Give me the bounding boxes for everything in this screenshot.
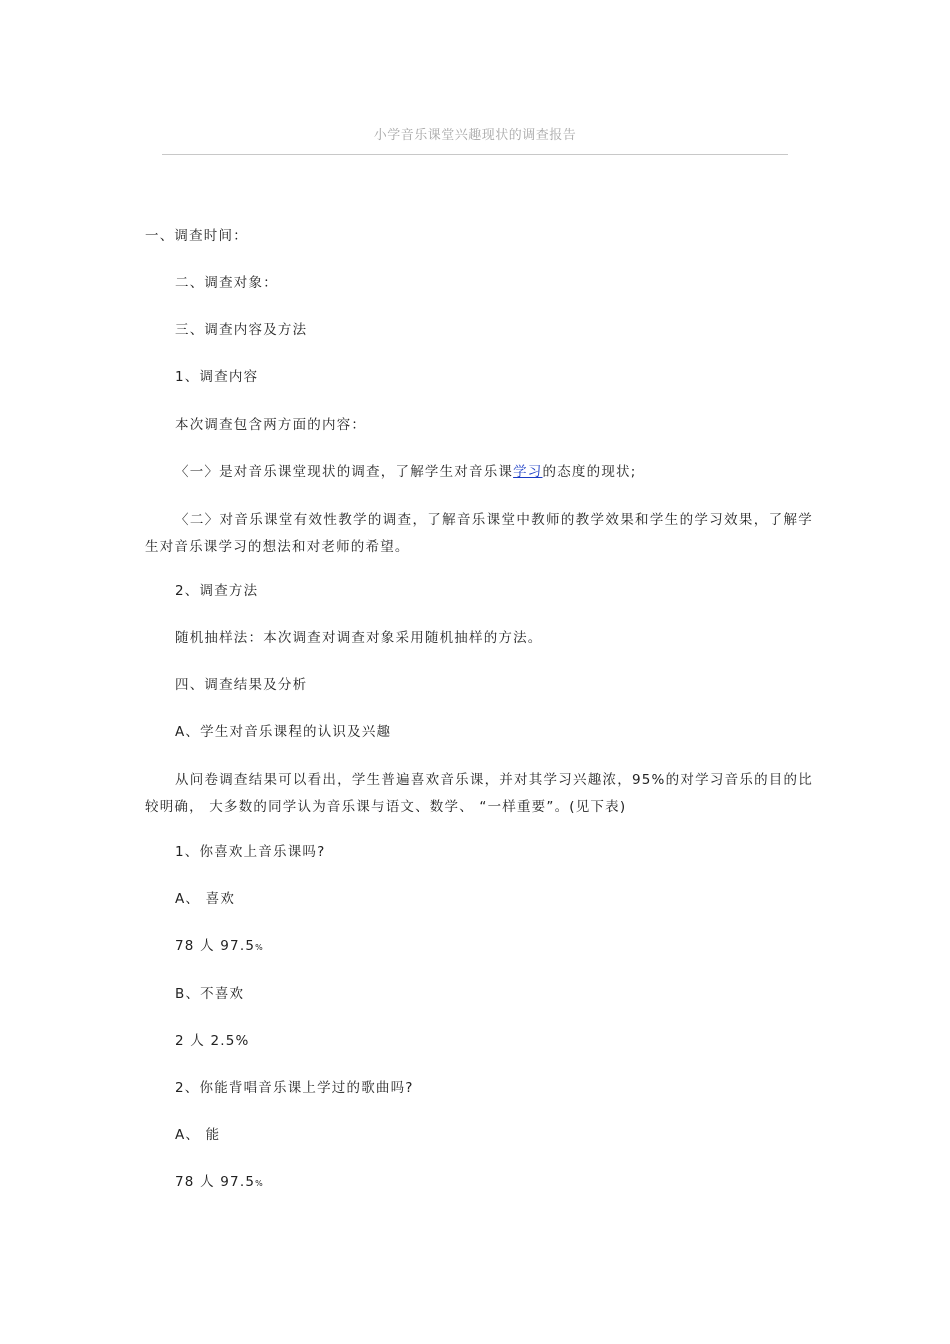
document-header-title: 小学音乐课堂兴趣现状的调查报告 — [373, 128, 577, 143]
question-1-option-b: B、不喜欢 — [175, 986, 245, 1002]
question-1-option-b-result: 2 人 2.5% — [175, 1033, 250, 1049]
question-2-option-a-result — [175, 1169, 263, 1197]
survey-content-method-heading: 三、调查内容及方法 — [175, 322, 308, 338]
study-link[interactable]: 学习 — [513, 464, 543, 480]
content-item-1-text-before: 〈一〉是对音乐课堂现状的调查，了解学生对音乐课 — [175, 464, 514, 480]
question-2-option-a-count: 78 人 97.5 — [175, 1174, 256, 1190]
method-subheading: 2、调查方法 — [175, 583, 259, 599]
results-heading: 四、调查结果及分析 — [175, 677, 308, 693]
survey-time-line: 一、调查时间： — [145, 228, 248, 244]
question-1-option-a: A、 喜欢 — [175, 891, 236, 907]
question-1: 1、你喜欢上音乐课吗? — [175, 844, 326, 860]
content-item-2-paragraph: 〈二〉对音乐课堂有效性教学的调查，了解音乐课堂中教师的教学效果和学生的学习效果，了解学生对音乐课学习的想法和对老师的希望。 — [145, 512, 813, 555]
question-2: 2、你能背唱音乐课上学过的歌曲吗? — [175, 1080, 414, 1096]
question-2-option-a: A、 能 — [175, 1127, 221, 1143]
content-item-1 — [175, 459, 636, 486]
question-2-option-a-percent-sign: % — [255, 1179, 263, 1188]
content-item-1-text-after: 的态度的现状; — [542, 464, 637, 480]
content-intro-line: 本次调查包含两方面的内容： — [175, 417, 367, 433]
question-1-option-a-percent-sign: % — [255, 943, 263, 952]
results-paragraph: 从问卷调查结果可以看出，学生普遍喜欢音乐课，并对其学习兴趣浓，95%的对学习音乐的目的比较明确， 大多数的同学认为音乐课与语文、数学、 “一样重要”。(见下表) — [145, 772, 813, 815]
method-text-line: 随机抽样法：本次调查对调查对象采用随机抽样的方法。 — [175, 630, 543, 646]
question-1-option-a-count: 78 人 97.5 — [175, 938, 256, 954]
question-1-option-a-result — [175, 933, 263, 961]
section-a-heading: A、学生对音乐课程的认识及兴趣 — [175, 724, 392, 740]
survey-target-line: 二、调查对象： — [175, 275, 278, 291]
header-divider — [162, 154, 788, 155]
content-subheading: 1、调查内容 — [175, 369, 259, 385]
